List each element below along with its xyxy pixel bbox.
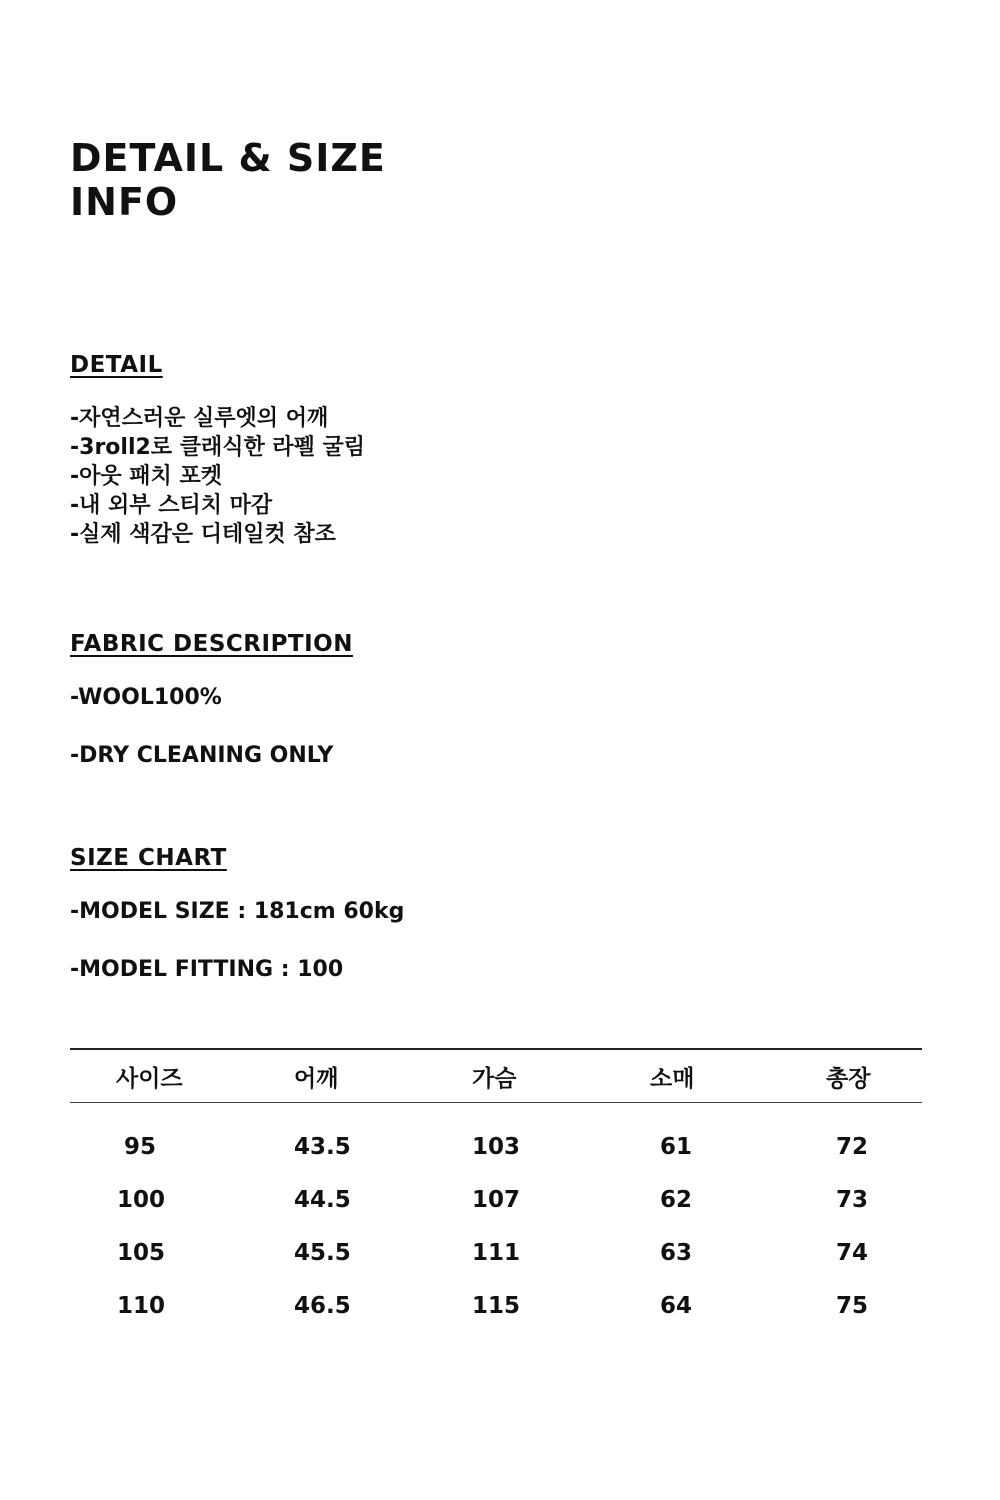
table-row <box>70 1103 922 1185</box>
model-info-list <box>70 898 404 1014</box>
table-cell: 115 <box>472 1293 521 1319</box>
fabric-list <box>70 684 333 800</box>
table-cell: 64 <box>660 1293 693 1319</box>
page-title-line-2: INFO <box>70 180 179 224</box>
table-row <box>70 1237 922 1290</box>
table-cell: 61 <box>660 1134 693 1160</box>
detail-item: -아웃 패치 포켓 <box>70 464 222 489</box>
table-cell: 44.5 <box>294 1187 351 1213</box>
table-cell: 110 <box>117 1293 166 1319</box>
table-cell: 73 <box>836 1187 869 1213</box>
table-row <box>70 1290 922 1343</box>
detail-item: -내 외부 스티치 마감 <box>70 493 273 518</box>
column-header-size: 사이즈 <box>70 1049 248 1103</box>
table-cell: 46.5 <box>294 1293 351 1319</box>
table-cell: 45.5 <box>294 1240 351 1266</box>
fabric-item: -WOOL100% <box>70 685 222 710</box>
fabric-description-heading: FABRIC DESCRIPTION <box>70 631 353 657</box>
fabric-item: -DRY CLEANING ONLY <box>70 743 334 768</box>
table-cell: 72 <box>836 1134 869 1160</box>
table-cell: 105 <box>117 1240 166 1266</box>
size-table-header-row <box>70 1049 922 1103</box>
table-cell: 43.5 <box>294 1134 351 1160</box>
page-title-line-1: DETAIL & SIZE <box>70 136 386 180</box>
detail-item: -3roll2로 클래식한 라펠 굴림 <box>70 435 366 460</box>
detail-item: -실제 색감은 디테일컷 참조 <box>70 522 336 547</box>
table-cell: 111 <box>472 1240 521 1266</box>
table-cell: 62 <box>660 1187 693 1213</box>
table-cell: 74 <box>836 1240 869 1266</box>
table-cell: 63 <box>660 1240 693 1266</box>
size-chart-heading: SIZE CHART <box>70 845 227 871</box>
detail-list <box>70 404 365 549</box>
detail-heading: DETAIL <box>70 352 163 378</box>
column-header-total-length: 총장 <box>782 1049 922 1103</box>
table-cell: 75 <box>836 1293 869 1319</box>
table-row <box>70 1184 922 1237</box>
size-table <box>70 1048 922 1343</box>
detail-item: -자연스러운 실루엣의 어깨 <box>70 406 329 431</box>
model-size-item: -MODEL SIZE : 181cm 60kg <box>70 899 405 924</box>
column-header-shoulder: 어깨 <box>248 1049 426 1103</box>
table-cell: 100 <box>117 1187 166 1213</box>
page-title <box>70 136 386 224</box>
table-cell: 95 <box>124 1134 157 1160</box>
model-fitting-item: -MODEL FITTING : 100 <box>70 957 344 982</box>
column-header-sleeve: 소매 <box>604 1049 782 1103</box>
table-cell: 103 <box>472 1134 521 1160</box>
table-cell: 107 <box>472 1187 521 1213</box>
column-header-chest: 가슴 <box>426 1049 604 1103</box>
